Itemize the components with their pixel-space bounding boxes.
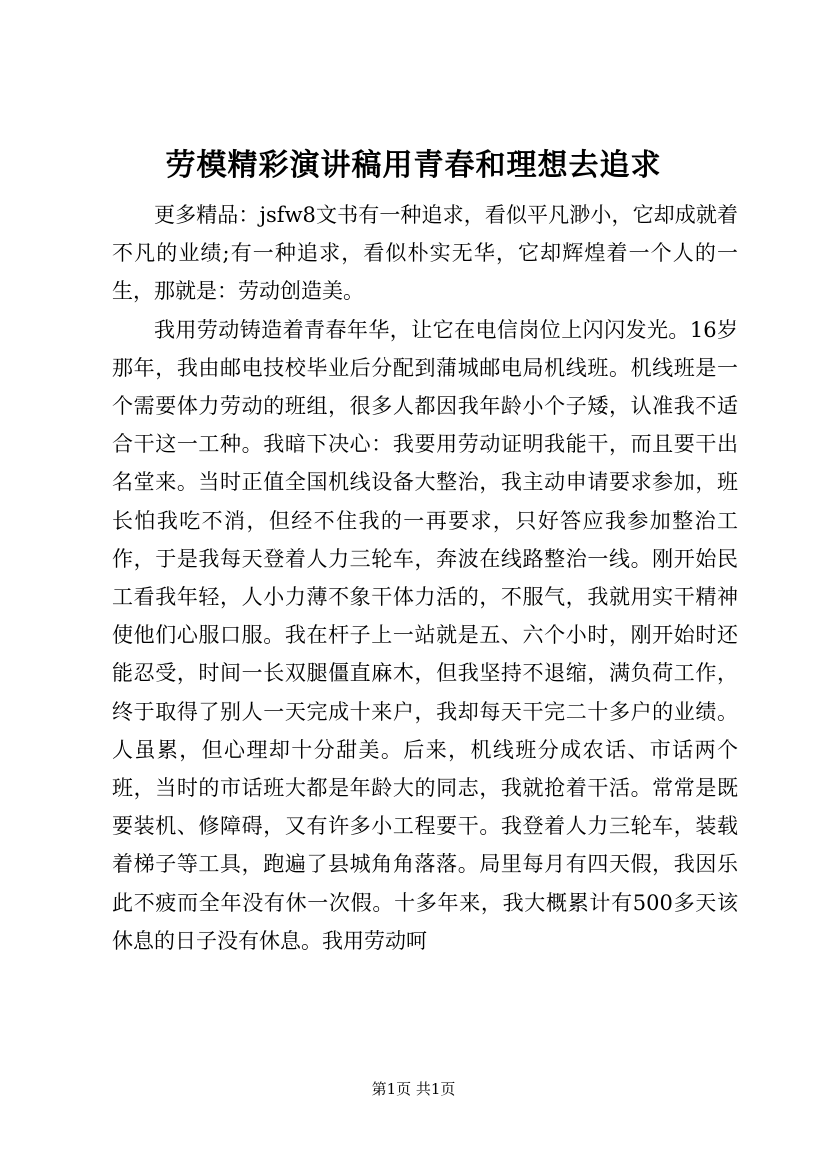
document-body xyxy=(112,196,738,960)
document-title: 劳模精彩演讲稿用青春和理想去追求 xyxy=(165,148,662,183)
paragraph-2: 我用劳动铸造着青春年华，让它在电信岗位上闪闪发光。16岁那年，我由邮电技校毕业后分配到蒲城邮电局机线班。机线班是一个需要体力劳动的班组，很多人都因我年龄小个子矮，认准我不适合干这一工种。我暗下决心：我要用劳动证明我能干，而且要干出名堂来。当时正值全国机线设备大整治，我主动申请要求参加，班长怕我吃不消，但经不住我的一再要求，只好答应我参加整治工作，于是我每天登着人力三轮车，奔波在线路整治一线。刚开始民工看我年轻，人小力薄不象干体力活的，不服气，我就用实干精神使他们心服口服。我在杆子上一站就是五、六个小时，刚开始时还能忍受，时间一长双腿僵直麻木，但我坚持不退缩，满负荷工作，终于取得了别人一天完成十来户，我却每天干完二十多户的业绩。人虽累，但心理却十分甜美。后来，机线班分成农话、市话两个班，当时的市话班大都是年龄大的同志，我就抢着干活。常常是既要装机、修障碍，又有许多小工程要干。我登着人力三轮车，装载着梯子等工具，跑遍了县城角角落落。局里每月有四天假，我因乐此不疲而全年没有休一次假。十多年来，我大概累计有500多天该休息的日子没有休息。我用劳动呵 xyxy=(112,317,738,953)
paragraph-1: 更多精品：jsfw8文书有一种追求，看似平凡渺小，它却成就着不凡的业绩;有一种追求，看似朴实无华，它却辉煌着一个人的一生，那就是：劳动创造美。 xyxy=(112,203,738,304)
page-footer: 第1页 共1页 xyxy=(371,1080,456,1098)
